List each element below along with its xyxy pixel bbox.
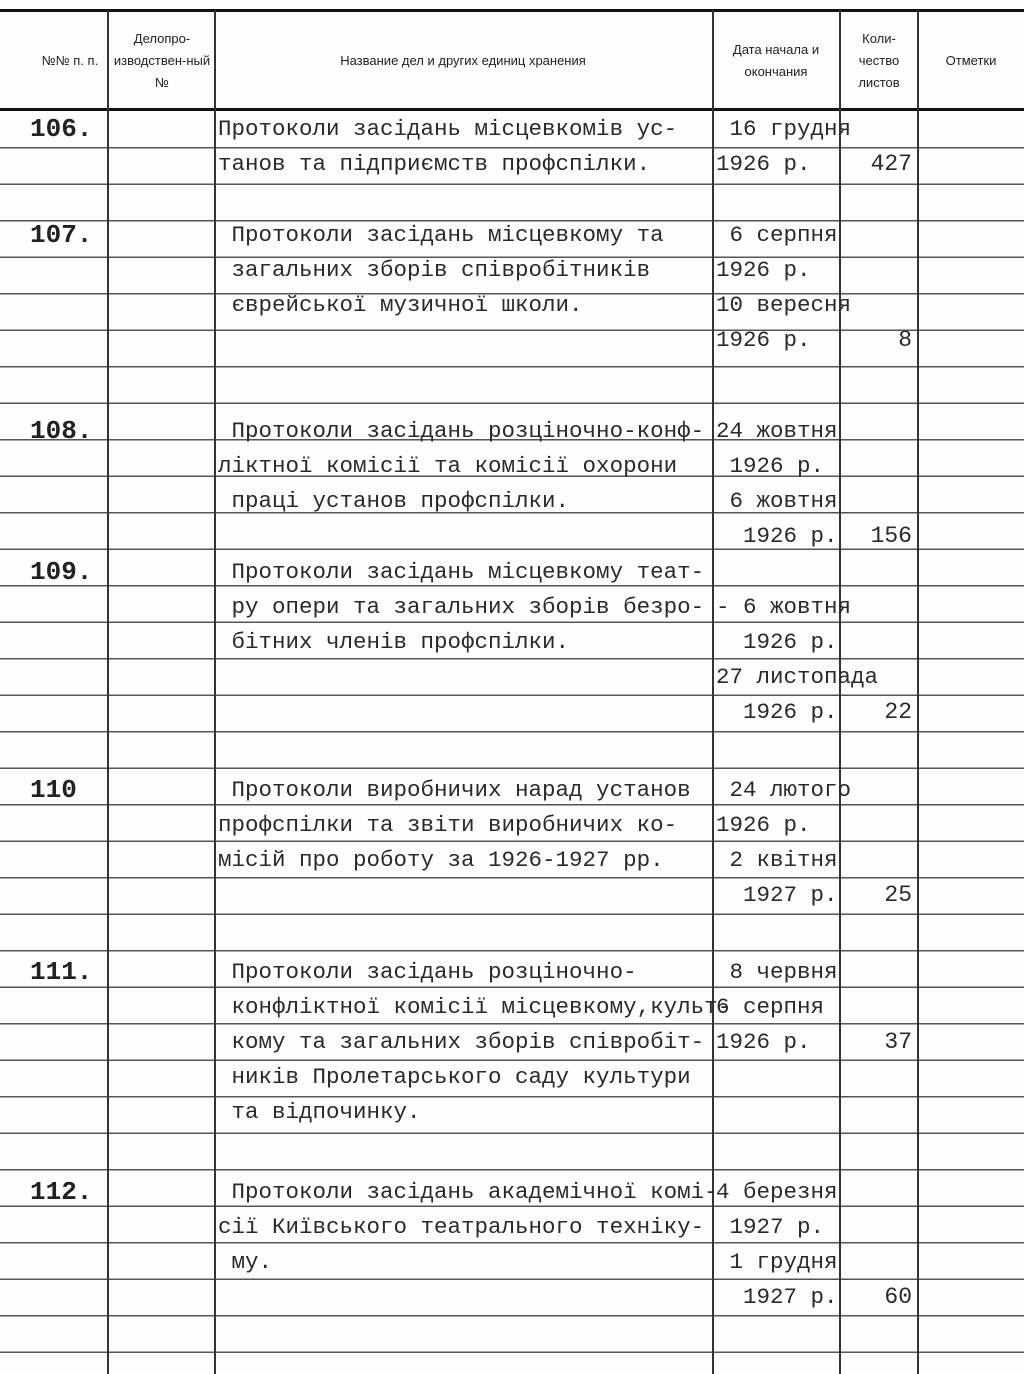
column-divider [712,10,714,1374]
header-title: Название дел и других единиц хранения [340,53,586,68]
entry-title-line: Протоколи засідань місцевкомів ус- [218,116,678,142]
entry-date-line: 6 серпня [716,222,838,248]
entry-title-line: ників Пролетарського саду культури [218,1064,691,1090]
entry-date-line: 27 листопада [716,664,879,690]
entry-date-line: 1927 р. [716,1214,825,1240]
entry-number: 108. [30,416,93,446]
entry-date-line: 1926 р. [716,257,811,283]
entry-date-line: 16 грудня [716,116,852,142]
entry-sheet-count: 22 [884,699,912,725]
entry-date-line: 1927 р. [716,1284,838,1310]
entry-date-line: 8 червня [716,959,838,985]
entry-title-line: єврейської музичної школи. [218,292,583,318]
entry-title-line: бітних членів профспілки. [218,629,570,655]
header-num: №№ п. п. [41,53,99,68]
entry-title-line: праці установ профспілки. [218,488,570,514]
column-divider [214,10,216,1374]
entry-title-line: Протоколи засідань місцевкому теат- [218,559,705,585]
entry-number: 111. [30,957,93,987]
entry-date-line: 1926 р. [716,812,811,838]
entry-date-line: 1926 р. [716,523,838,549]
entry-number: 110 [30,775,77,805]
entry-title-line: Протоколи засідань академічної комі- [218,1179,718,1205]
entry-date-line: 1926 р. [716,453,825,479]
entry-sheet-count: 156 [870,523,912,549]
entry-date-line: 2 квітня [716,847,838,873]
entry-title-line: Протоколи засідань розціночно-конф- [218,418,705,444]
entry-title-line: Протоколи засідань місцевкому та [218,222,664,248]
entry-title-line: та відпочинку. [218,1099,421,1125]
entry-date-line: 1 грудня [716,1249,838,1275]
entry-number: 106. [30,114,93,144]
entry-date-line: 1926 р. [716,629,838,655]
entry-date-line: 1926 р. [716,151,811,177]
entry-date-line: 10 вересня [716,292,852,318]
entry-sheet-count: 60 [884,1284,912,1310]
entry-title-line: Протоколи засідань розціночно- [218,959,637,985]
entry-title-line: місій про роботу за 1926-1927 рр. [218,847,664,873]
entry-title-line: конфліктної комісії місцевкому,культ- [218,994,732,1020]
entry-title-line: му. [218,1249,273,1275]
entry-number: 109. [30,557,93,587]
entry-number: 112. [30,1177,93,1207]
entry-sheet-count: 25 [884,882,912,908]
entry-date-line: 4 березня [716,1179,838,1205]
header-notes: Отметки [945,53,997,68]
entry-number: 107. [30,220,93,250]
entry-date-line: 24 жовтня [716,418,838,444]
entry-date-line: - 6 жовтня [716,594,852,620]
entry-title-line: загальних зборів співробітників [218,257,651,283]
entry-date-line: 1926 р. [716,1029,811,1055]
entry-title-line: сії Київського театрального техніку- [218,1214,705,1240]
entry-title-line: профспілки та звіти виробничих ко- [218,812,678,838]
entry-date-line: 6 серпня [716,994,825,1020]
entry-title-line: ліктної комісії та комісії охорони [218,453,678,479]
header-dates: Дата начала и окончания [732,42,820,79]
column-divider [917,10,919,1374]
entry-date-line: 1926 р. [716,327,811,353]
entry-date-line: 1926 р. [716,699,838,725]
entry-sheet-count: 427 [870,151,912,177]
entry-sheet-count: 8 [898,327,912,353]
entry-date-line: 6 жовтня [716,488,838,514]
entry-title-line: Протоколи виробничих нарад установ [218,777,691,803]
column-divider [107,10,109,1374]
entry-sheet-count: 37 [884,1029,912,1055]
entry-title-line: танов та підприємств профспілки. [218,151,651,177]
header-count: Коли-чество листов [858,31,900,90]
entry-title-line: кому та загальних зборів співробіт- [218,1029,705,1055]
entry-title-line: ру опери та загальних зборів безро- [218,594,705,620]
header-office-num: Делопро-изводствен-ный № [113,31,211,90]
entry-date-line: 1927 р. [716,882,838,908]
entry-date-line: 24 лютого [716,777,852,803]
